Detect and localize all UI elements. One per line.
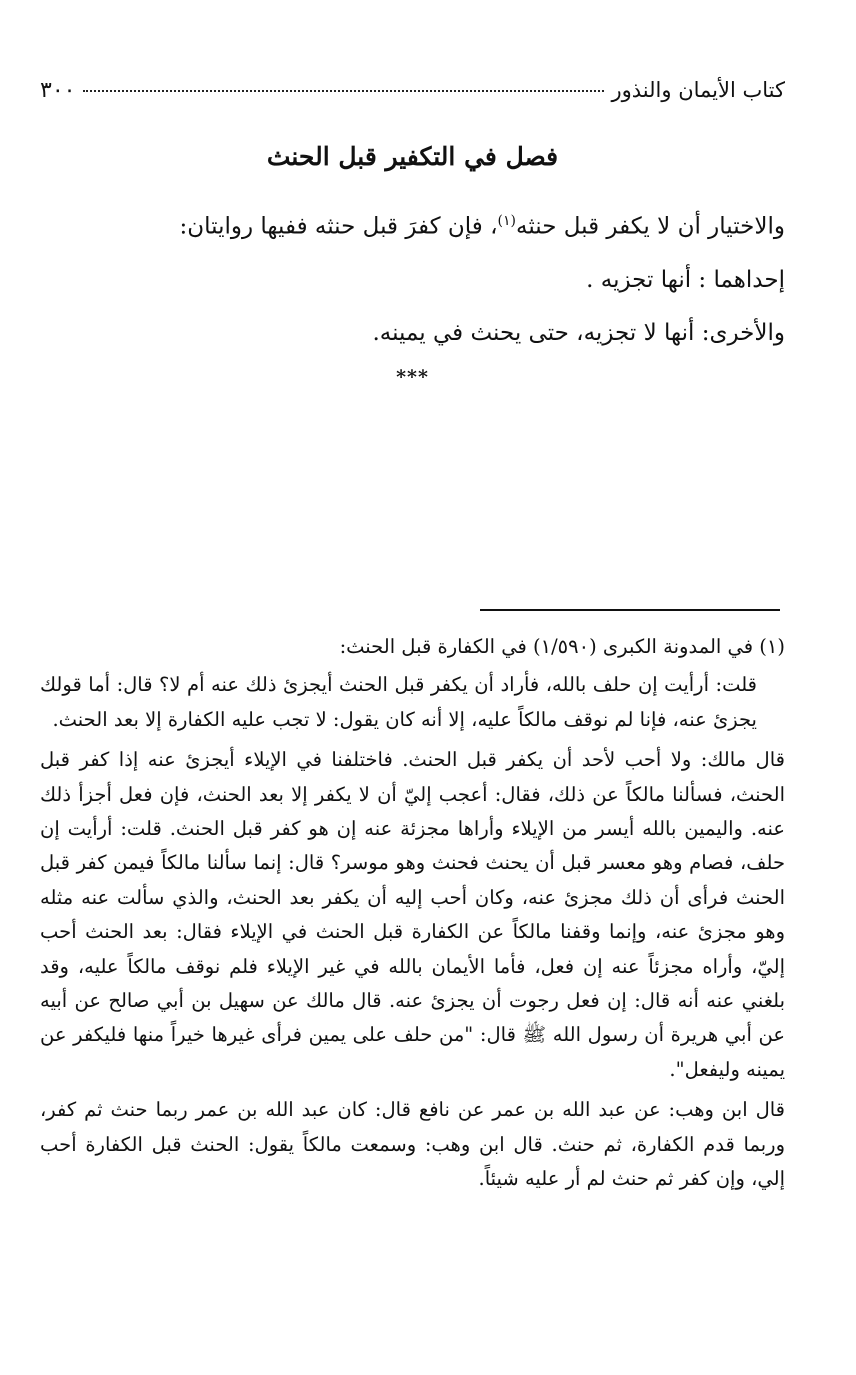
- main-paragraph-1: [40, 195, 785, 254]
- running-header: [40, 78, 785, 110]
- main-text: [40, 195, 785, 360]
- footnote-1-label: (١) في المدونة الكبرى (١/٥٩٠) في الكفارة قبل الحنث:: [339, 635, 785, 658]
- section-heading: فصل في التكفير قبل الحنث: [266, 142, 559, 171]
- main-paragraph-3: والأخرى: أنها لا تجزيه، حتى يحنث في يمينه.: [372, 319, 785, 346]
- footnote-block-2: قال مالك: ولا أحب لأحد أن يكفر قبل الحنث. فاختلفنا في الإيلاء أيجزئ عنه إذا كفر قبل الحنث، فسألنا مالكاً عن ذلك، فقال: أعجب إليّ أن لا يكفر إلا بعد الحنث، فإن فعل أجزأ ذلك عنه. واليمين بالله أيسر من الإيلاء وأراها مجزئة عنه إن هو كفر قبل الحنث. قلت: أرأيت إن حلف، فصام وهو معسر قبل أن يحنث فحنث وهو موسر؟ قال: إنما سألنا مالكاً فيمن كفر قبل الحنث فرأى أن ذلك مجزئ عنه، وكان أحب إليه أن يكفر بعد الحنث، والذي سألت عنه مثله وهو مجزئ عنه، وإنما وقفنا مالكاً عن الكفارة قبل الحنث في الإيلاء فقال: بعد الحنث أحب إليّ، وأراه مجزئاً عنه إن فعل، فأما الأيمان بالله في غير الإيلاء فلم نوقف مالكاً عليه، وقد بلغني عنه أنه قال: إن فعل رجوت أن يجزئ عنه. قال مالك عن سهيل بن أبي صالح عن أبيه عن أبي هريرة أن رسول الله ﷺ قال: "من حلف على يمين فرأى غيرها خيراً منها فليكفر عن يمينه وليفعل".: [40, 748, 785, 1081]
- footnote-divider: [480, 609, 780, 611]
- book-page: [40, 0, 785, 1375]
- footnote-block-3: قال ابن وهب: عن عبد الله بن عمر عن نافع قال: كان عبد الله بن عمر ربما حنث ثم كفر، وربما قدم الكفارة، ثم حنث. قال ابن وهب: وسمعت مالكاً يقول: الحنث قبل الكفارة أحب إلي، وإن كفر ثم حنث لم أر عليه شيئاً.: [40, 1098, 785, 1191]
- footnote-reference: (١): [497, 213, 516, 229]
- leader-dots: [83, 90, 603, 92]
- main-paragraph-1-text: والاختيار أن لا يكفر قبل حنثه: [516, 213, 785, 240]
- main-paragraph-1-text-cont: ، فإن كفرَ قبل حنثه ففيها روايتان:: [179, 213, 498, 240]
- footnotes: [40, 630, 785, 1197]
- main-paragraph-2: إحداهما : أنها تجزيه .: [586, 266, 785, 293]
- page-number: ٣٠٠: [40, 78, 76, 103]
- book-title: كتاب الأيمان والنذور: [611, 78, 785, 102]
- section-separator: ***: [396, 366, 429, 388]
- footnote-block-1: قلت: أرأيت إن حلف بالله، فأراد أن يكفر قبل الحنث أيجزئ ذلك عنه أم لا؟ قال: أما قولك يجزئ عنه، فإنا لم نوقف مالكاً عليه، إلا أنه كان يقول: لا تجب عليه الكفارة إلا بعد الحنث.: [40, 673, 757, 731]
